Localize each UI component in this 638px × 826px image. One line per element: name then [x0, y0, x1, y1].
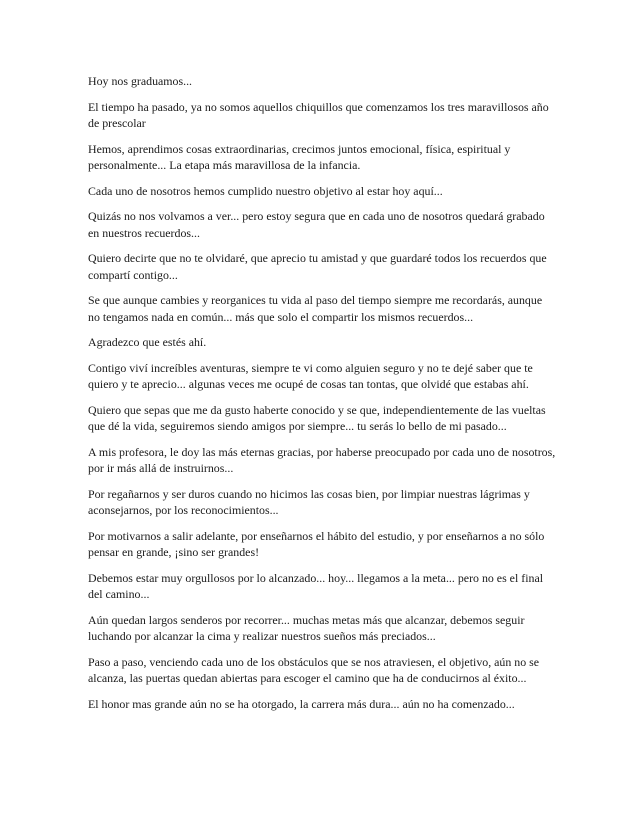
paragraph-16: Paso a paso, venciendo cada uno de los obstáculos que se nos atraviesen, el objetivo, aún no se alcanza, las puertas quedan abiertas para escoger el camino que ha de conducirnos al éxito...	[88, 654, 540, 685]
paragraph-4: Cada uno de nosotros hemos cumplido nuestro objetivo al estar hoy aquí...	[88, 183, 443, 198]
paragraph-3: Hemos, aprendimos cosas extraordinarias, crecimos juntos emocional, física, espiritual y personalmente... La etapa más maravillosa de la infancia.	[88, 141, 511, 172]
paragraph-2: El tiempo ha pasado, ya no somos aquellos chiquillos que comenzamos los tres maravillosos año de prescolar	[88, 99, 549, 130]
paragraph-11: A mis profesora, le doy las más eternas gracias, por haberse preocupado por cada uno de nosotros, por ir más allá de instruirnos...	[88, 444, 556, 475]
paragraph-1: Hoy nos graduamos...	[88, 74, 193, 88]
paragraph-13: Por motivarnos a salir adelante, por enseñarnos el hábito del estudio, y por enseñarnos a no sólo pensar en grande, ¡sino ser grandes!	[88, 528, 545, 559]
paragraph-6: Quiero decirte que no te olvidaré, que aprecio tu amistad y que guardaré todos los recuerdos que compartí contigo...	[88, 251, 547, 282]
paragraph-7: Se que aunque cambies y reorganices tu vida al paso del tiempo siempre me recordarás, aunque no tengamos nada en común... más que solo el compartir los mismos recuerdos...	[88, 293, 543, 324]
paragraph-8: Agradezco que estés ahí.	[88, 335, 207, 349]
paragraph-15: Aún quedan largos senderos por recorrer... muchas metas más que alcanzar, debemos seguir luchando por alcanzar la cima y realizar nuestros sueños más preciados...	[88, 612, 525, 643]
paragraph-17: El honor mas grande aún no se ha otorgado, la carrera más dura... aún no ha comenzado...	[88, 696, 515, 711]
document-body	[88, 73, 556, 721]
paragraph-10: Quiero que sepas que me da gusto haberte conocido y se que, independientemente de las vueltas que dé la vida, seguiremos siendo amigos por siempre... tu serás lo bello de mi pasado...	[88, 402, 546, 433]
paragraph-14: Debemos estar muy orgullosos por lo alcanzado... hoy... llegamos a la meta... pero no es el final del camino...	[88, 570, 544, 601]
paragraph-12: Por regañarnos y ser duros cuando no hicimos las cosas bien, por limpiar nuestras lágrimas y aconsejarnos, por los reconocimientos...	[88, 486, 530, 517]
paragraph-9: Contigo viví increíbles aventuras, siempre te vi como alguien seguro y no te dejé saber que te quiero y te aprecio... algunas veces me ocupé de cosas tan tontas, que olvidé que estabas ahí.	[88, 360, 533, 391]
paragraph-5: Quizás no nos volvamos a ver... pero estoy segura que en cada uno de nosotros quedará grabado en nuestros recuerdos...	[88, 209, 545, 240]
